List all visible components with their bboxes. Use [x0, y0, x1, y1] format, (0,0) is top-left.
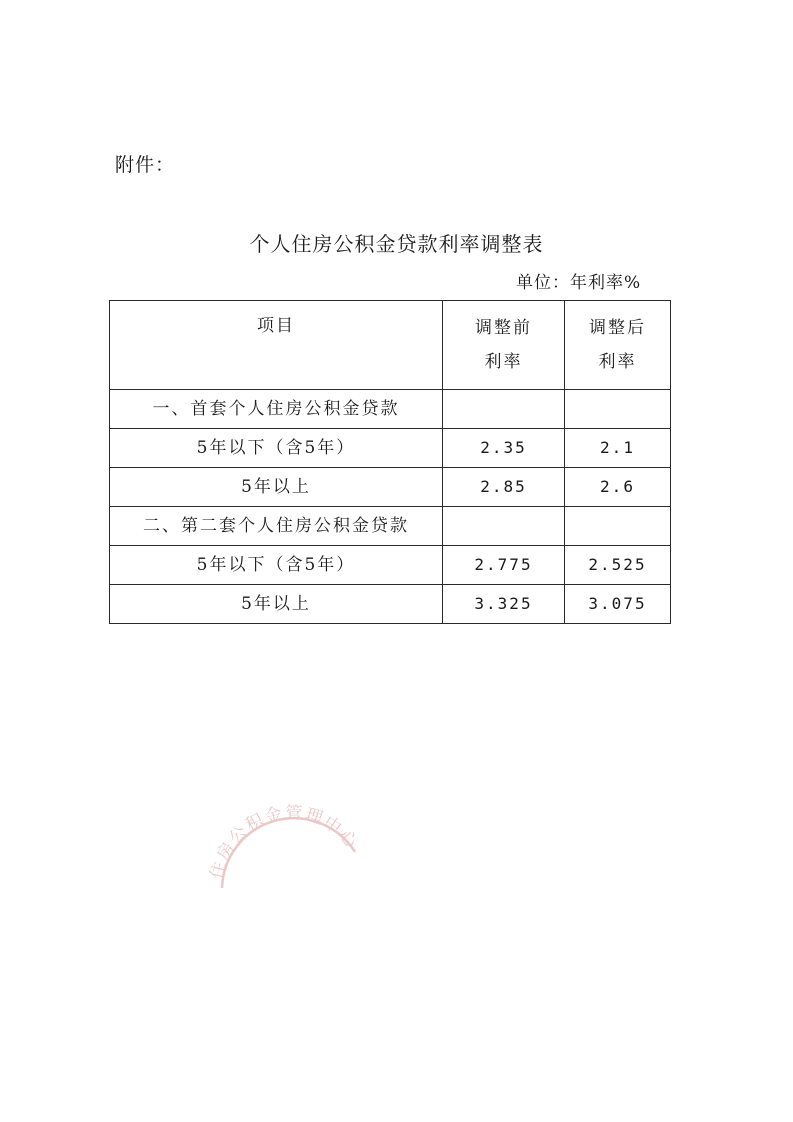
- row-item: 5年以下（含5年）: [110, 546, 443, 585]
- table-row: [110, 429, 671, 468]
- row-after-rate: 2.525: [565, 546, 671, 585]
- attachment-label: 附件：: [115, 154, 176, 176]
- row-after-rate: 2.6: [565, 468, 671, 507]
- table-row: [110, 585, 671, 624]
- row-before-rate: [443, 507, 565, 546]
- header-after-rate: [565, 301, 671, 390]
- row-before-rate: 2.775: [443, 546, 565, 585]
- row-item: 二、第二套个人住房公积金贷款: [110, 507, 443, 546]
- row-before-rate: [443, 390, 565, 429]
- header-item-label: 项目: [257, 316, 295, 336]
- row-before-rate: 2.85: [443, 468, 565, 507]
- table-row: [110, 507, 671, 546]
- header-before-rate: [443, 301, 565, 390]
- header-item: [110, 301, 443, 390]
- interest-rate-table: [109, 300, 671, 624]
- header-after-line1: 调整后: [589, 318, 646, 338]
- row-after-rate: [565, 390, 671, 429]
- table-row: [110, 390, 671, 429]
- row-before-rate: 2.35: [443, 429, 565, 468]
- row-item: 5年以上: [110, 468, 443, 507]
- row-item: 5年以下（含5年）: [110, 429, 443, 468]
- row-after-rate: 2.1: [565, 429, 671, 468]
- header-before-line1: 调整前: [475, 318, 532, 338]
- unit-label: 单位：年利率%: [516, 273, 642, 293]
- row-item: 一、首套个人住房公积金贷款: [110, 390, 443, 429]
- table-header-row: [110, 301, 671, 390]
- row-before-rate: 3.325: [443, 585, 565, 624]
- row-item: 5年以上: [110, 585, 443, 624]
- row-after-rate: [565, 507, 671, 546]
- header-after-line2: 利率: [598, 352, 637, 372]
- header-before-line2: 利率: [484, 352, 523, 372]
- document-title: 个人住房公积金贷款利率调整表: [249, 232, 544, 256]
- table-row: [110, 546, 671, 585]
- official-seal-stamp: [200, 770, 370, 920]
- row-after-rate: 3.075: [565, 585, 671, 624]
- seal-arc-text: [207, 803, 362, 881]
- table-row: [110, 468, 671, 507]
- seal-arc-textpath: 住房公积金管理中心: [206, 803, 363, 882]
